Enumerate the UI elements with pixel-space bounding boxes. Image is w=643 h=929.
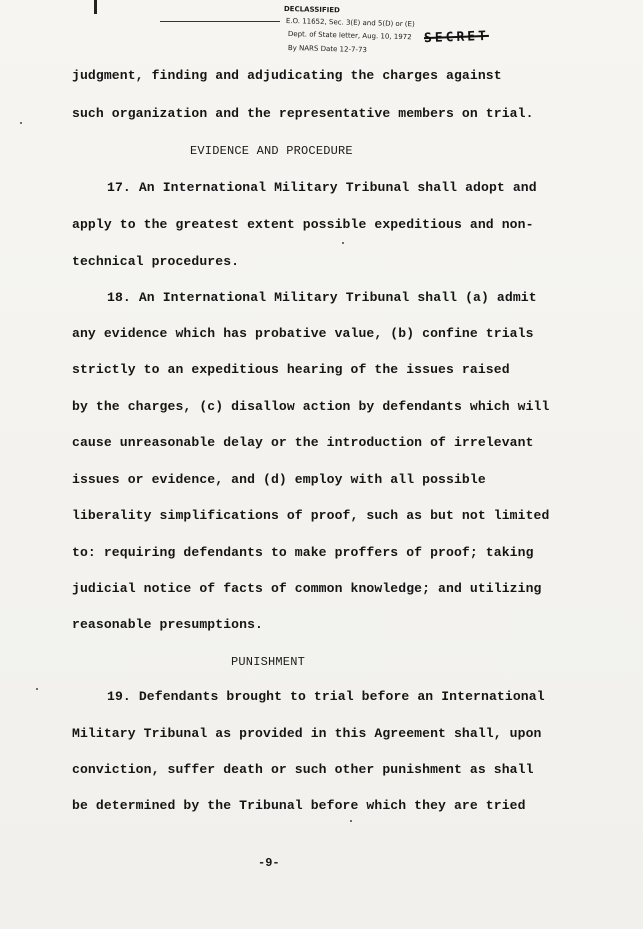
text-line: judgment, finding and adjudicating the charges against: [72, 68, 502, 83]
paragraph-19-line: 19. Defendants brought to trial before an International: [107, 689, 545, 704]
text-line: reasonable presumptions.: [72, 617, 263, 632]
paragraph-18-line: 18. An International Military Tribunal shall (a) admit: [107, 290, 537, 305]
text-line: any evidence which has probative value, (b) confine trials: [72, 326, 534, 341]
stamp-underline: [160, 21, 280, 22]
text-line: such organization and the representative members on trial.: [72, 106, 534, 121]
text-line: Military Tribunal as provided in this Agreement shall, upon: [72, 726, 542, 741]
text-line: by the charges, (c) disallow action by defendants which will: [72, 399, 550, 414]
text-line: conviction, suffer death or such other punishment as shall: [72, 762, 534, 777]
declassified-stamp-line1: DECLASSIFIED: [283, 5, 340, 15]
text-line: apply to the greatest extent possible expeditious and non-: [72, 217, 534, 232]
page-number: -9-: [258, 856, 280, 870]
section-heading-evidence: EVIDENCE AND PROCEDURE: [190, 144, 353, 158]
declassified-stamp-line4: By NARS Date 12-7-73: [287, 44, 368, 55]
scan-speck: [350, 820, 352, 822]
text-line: issues or evidence, and (d) employ with all possible: [72, 472, 486, 487]
section-heading-punishment: PUNISHMENT: [231, 655, 306, 669]
classification-mark: SECRET: [423, 28, 490, 47]
text-line: cause unreasonable delay or the introduction of irrelevant: [72, 435, 534, 450]
declassified-stamp-line3: Dept. of State letter, Aug. 10, 1972: [287, 30, 412, 42]
scan-speck: [20, 122, 22, 124]
text-line: be determined by the Tribunal before which they are tried: [72, 798, 526, 813]
scan-speck: [36, 688, 38, 690]
paragraph-17-line: 17. An International Military Tribunal shall adopt and: [107, 180, 537, 195]
declassified-stamp-line2: E.O. 11652, Sec. 3(E) and 5(D) or (E): [285, 17, 415, 29]
scan-mark: [94, 0, 97, 14]
scan-speck: [342, 242, 344, 244]
text-line: strictly to an expeditious hearing of the issues raised: [72, 362, 510, 377]
text-line: to: requiring defendants to make proffers of proof; taking: [72, 545, 534, 560]
text-line: technical procedures.: [72, 254, 240, 269]
text-line: judicial notice of facts of common knowledge; and utilizing: [72, 581, 542, 596]
text-line: liberality simplifications of proof, such as but not limited: [72, 508, 550, 523]
